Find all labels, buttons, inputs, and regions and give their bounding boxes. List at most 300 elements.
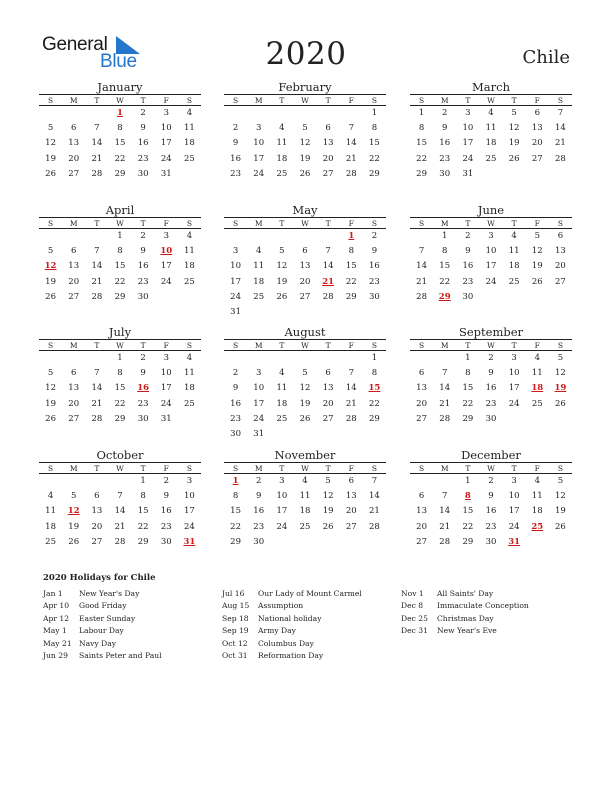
day-cell: 22 — [369, 153, 380, 164]
day-cell: 25 — [184, 153, 195, 164]
weekday-label: W — [116, 96, 124, 105]
day-cell: 9 — [140, 368, 146, 379]
day-cell: 9 — [140, 123, 146, 134]
day-cell: 14 — [369, 491, 380, 502]
day-cell: 26 — [555, 521, 566, 532]
holiday-date: May 21 — [43, 638, 72, 648]
day-cell: 20 — [322, 153, 334, 164]
weekday-label: M — [254, 219, 263, 228]
day-cell: 23 — [462, 276, 474, 287]
weekday-label: W — [301, 219, 309, 228]
day-cell: 26 — [68, 536, 80, 547]
empty-day-cell — [503, 167, 526, 182]
holiday-day-cell: 15 — [368, 383, 381, 394]
day-cell: 22 — [230, 521, 241, 532]
day-cell: 13 — [299, 261, 311, 272]
weekday-label: F — [534, 96, 540, 105]
weekday-label: S — [233, 341, 239, 350]
day-cell: 13 — [416, 383, 427, 394]
week-row — [224, 504, 386, 519]
holiday-entry — [43, 650, 162, 662]
day-cell: 25 — [45, 536, 56, 547]
day-cell: 23 — [485, 521, 497, 532]
day-cell: 29 — [416, 168, 427, 179]
day-cell: 28 — [91, 168, 103, 179]
week-row — [224, 427, 386, 442]
weekday-label: S — [371, 464, 377, 473]
day-cell: 13 — [531, 123, 543, 134]
day-cell: 28 — [345, 413, 357, 424]
day-cell: 19 — [555, 506, 566, 517]
holiday-date: Sep 18 — [222, 613, 249, 623]
week-row — [410, 121, 572, 136]
day-cell: 26 — [45, 413, 56, 424]
week-row — [224, 474, 386, 489]
week-row — [224, 535, 386, 550]
weekday-header — [39, 462, 201, 474]
day-cell: 3 — [256, 123, 262, 134]
day-cell: 2 — [371, 231, 378, 241]
week-row — [410, 504, 572, 519]
day-cell: 22 — [137, 521, 149, 532]
day-cell: 24 — [276, 521, 288, 532]
empty-day-cell — [224, 229, 247, 244]
day-cell: 7 — [418, 246, 425, 257]
day-cell: 26 — [299, 168, 311, 179]
day-cell: 13 — [416, 506, 427, 517]
day-cell: 23 — [253, 521, 265, 532]
week-row — [39, 152, 201, 167]
weekday-label: F — [534, 464, 540, 473]
weekday-label: M — [440, 464, 449, 473]
holiday-date: Jan 1 — [43, 589, 63, 598]
day-cell: 20 — [322, 398, 334, 409]
day-cell: 11 — [45, 506, 56, 517]
day-cell: 29 — [369, 413, 380, 424]
day-cell: 8 — [117, 368, 123, 379]
weekday-label: F — [348, 219, 354, 228]
weekday-label: W — [116, 341, 124, 350]
day-cell: 5 — [302, 123, 308, 134]
week-row — [224, 167, 386, 182]
day-cell: 28 — [91, 413, 103, 424]
week-row — [39, 244, 201, 259]
day-cell: 14 — [322, 261, 334, 272]
week-row — [39, 290, 201, 305]
day-cell: 29 — [137, 536, 149, 547]
empty-day-cell — [39, 474, 62, 489]
day-cell: 6 — [418, 368, 425, 379]
day-cell: 28 — [555, 153, 566, 164]
day-cell: 19 — [68, 521, 80, 532]
weekday-label: T — [325, 341, 331, 350]
empty-day-cell — [363, 535, 386, 550]
empty-day-cell — [293, 305, 316, 320]
week-row — [410, 167, 572, 182]
day-cell: 26 — [45, 168, 56, 179]
day-cell: 12 — [555, 368, 566, 379]
day-cell: 9 — [232, 138, 239, 149]
day-cell: 18 — [508, 261, 520, 272]
holiday-date: Oct 31 — [222, 650, 248, 660]
day-cell: 31 — [160, 168, 172, 179]
week-row — [410, 412, 572, 427]
day-cell: 19 — [299, 153, 311, 164]
weekday-label: W — [487, 96, 495, 105]
day-cell: 22 — [345, 276, 357, 287]
month-title: March — [472, 80, 510, 94]
day-cell: 26 — [45, 291, 56, 302]
day-cell: 10 — [508, 491, 520, 502]
day-cell: 2 — [442, 108, 448, 118]
day-cell: 18 — [485, 138, 497, 149]
day-cell: 14 — [416, 261, 427, 272]
day-cell: 22 — [114, 398, 126, 409]
day-cell: 11 — [531, 368, 543, 379]
day-cell: 11 — [508, 246, 520, 257]
month-title: January — [97, 80, 143, 94]
empty-day-cell — [62, 351, 85, 366]
weekday-header — [39, 339, 201, 351]
day-cell: 20 — [68, 398, 80, 409]
weekday-label: S — [48, 341, 54, 350]
day-cell: 7 — [94, 123, 100, 134]
day-cell: 11 — [276, 138, 288, 149]
empty-day-cell — [62, 106, 85, 121]
week-row — [224, 520, 386, 535]
week-row — [39, 106, 201, 121]
empty-day-cell — [410, 351, 433, 366]
day-cell: 1 — [371, 353, 378, 363]
day-cell: 11 — [531, 491, 543, 502]
day-cell: 18 — [276, 398, 288, 409]
week-row — [224, 305, 386, 320]
weekday-label: F — [534, 341, 540, 350]
holiday-entry — [401, 600, 529, 612]
week-row — [224, 229, 386, 244]
day-cell: 14 — [345, 383, 357, 394]
day-cell: 9 — [488, 368, 494, 379]
holiday-name: All Saints' Day — [437, 589, 494, 598]
month-december — [410, 448, 572, 550]
day-cell: 30 — [160, 536, 172, 547]
day-cell: 25 — [253, 291, 265, 302]
day-cell: 9 — [256, 491, 262, 502]
day-cell: 14 — [91, 261, 103, 272]
holiday-name: Immaculate Conception — [437, 601, 529, 611]
day-cell: 13 — [91, 506, 103, 517]
empty-day-cell — [224, 106, 247, 121]
holiday-date: Dec 25 — [401, 613, 428, 623]
weekday-label: T — [140, 464, 146, 473]
day-cell: 16 — [160, 506, 172, 517]
day-cell: 14 — [114, 506, 126, 517]
day-cell: 29 — [114, 413, 126, 424]
day-cell: 10 — [253, 138, 265, 149]
day-cell: 1 — [418, 108, 425, 118]
day-cell: 26 — [276, 291, 288, 302]
day-cell: 6 — [557, 231, 564, 241]
holiday-date: Oct 12 — [222, 638, 248, 648]
day-cell: 5 — [47, 368, 54, 379]
weekday-label: M — [254, 96, 263, 105]
empty-day-cell — [293, 106, 316, 121]
holiday-name: Saints Peter and Paul — [79, 650, 162, 660]
weekday-label: T — [279, 219, 285, 228]
holiday-entry — [43, 600, 162, 612]
empty-day-cell — [178, 167, 201, 182]
day-cell: 30 — [462, 291, 474, 302]
week-row — [39, 489, 201, 504]
empty-day-cell — [247, 229, 270, 244]
empty-day-cell — [433, 474, 456, 489]
weekday-label: F — [348, 464, 354, 473]
day-cell: 27 — [531, 153, 543, 164]
day-cell: 29 — [114, 291, 126, 302]
weekday-header — [39, 94, 201, 106]
day-cell: 16 — [485, 506, 497, 517]
month-title: October — [96, 448, 144, 462]
day-cell: 3 — [163, 108, 169, 118]
holiday-date: May 1 — [43, 626, 67, 636]
weekday-label: T — [140, 219, 146, 228]
holiday-date: Nov 1 — [401, 589, 424, 598]
week-row — [410, 229, 572, 244]
holiday-day-cell: 1 — [348, 231, 355, 241]
empty-day-cell — [317, 427, 340, 442]
day-cell: 28 — [439, 536, 451, 547]
day-cell: 6 — [325, 368, 331, 379]
week-row — [39, 136, 201, 151]
empty-day-cell — [85, 351, 108, 366]
empty-day-cell — [479, 167, 502, 182]
day-cell: 19 — [45, 153, 56, 164]
day-cell: 15 — [462, 506, 474, 517]
day-cell: 17 — [462, 138, 474, 149]
day-cell: 21 — [439, 521, 451, 532]
holiday-day-cell: 12 — [44, 261, 57, 272]
week-row — [410, 259, 572, 274]
week-row — [410, 474, 572, 489]
day-cell: 3 — [488, 231, 494, 241]
day-cell: 20 — [345, 506, 357, 517]
holiday-entry — [401, 588, 529, 600]
weekday-header — [39, 217, 201, 229]
weekday-label: T — [511, 96, 517, 105]
holiday-name: Labour Day — [79, 626, 124, 636]
month-february — [224, 80, 386, 182]
day-cell: 18 — [253, 276, 265, 287]
day-cell: 29 — [230, 536, 241, 547]
month-september — [410, 325, 572, 427]
day-cell: 6 — [71, 368, 77, 379]
day-cell: 16 — [462, 261, 474, 272]
month-title: July — [108, 325, 132, 339]
day-cell: 7 — [442, 491, 448, 502]
holiday-name: New Year's Day — [79, 589, 140, 598]
holiday-day-cell: 10 — [160, 246, 173, 257]
empty-day-cell — [247, 106, 270, 121]
day-cell: 5 — [47, 123, 54, 134]
empty-day-cell — [270, 427, 293, 442]
empty-day-cell — [317, 351, 340, 366]
empty-day-cell — [62, 229, 85, 244]
week-row — [410, 244, 572, 259]
day-cell: 28 — [369, 521, 380, 532]
weekday-label: T — [279, 341, 285, 350]
holiday-name: Christmas Day — [437, 613, 494, 623]
week-row — [224, 489, 386, 504]
day-cell: 7 — [371, 476, 378, 486]
weekday-label: T — [140, 96, 146, 105]
day-cell: 21 — [114, 521, 126, 532]
month-title: May — [292, 203, 318, 217]
day-cell: 26 — [508, 153, 520, 164]
day-cell: 28 — [345, 168, 357, 179]
weekday-header — [410, 217, 572, 229]
week-row — [410, 290, 572, 305]
week-row — [224, 366, 386, 381]
day-cell: 23 — [369, 276, 380, 287]
day-cell: 2 — [488, 353, 494, 363]
day-cell: 20 — [416, 521, 427, 532]
day-cell: 26 — [322, 521, 334, 532]
week-row — [224, 106, 386, 121]
day-cell: 1 — [140, 476, 146, 486]
day-cell: 12 — [508, 123, 520, 134]
logo-text-general: General — [42, 34, 108, 55]
weekday-label: S — [233, 464, 239, 473]
empty-day-cell — [270, 535, 293, 550]
day-cell: 2 — [232, 123, 239, 134]
empty-day-cell — [340, 535, 363, 550]
holiday-name: Our Lady of Mount Carmel — [258, 589, 362, 598]
week-row — [39, 275, 201, 290]
empty-day-cell — [549, 290, 572, 305]
day-cell: 30 — [137, 291, 149, 302]
week-row — [224, 152, 386, 167]
day-cell: 11 — [184, 368, 195, 379]
weekday-label: T — [94, 219, 100, 228]
weekday-label: M — [254, 341, 263, 350]
weekday-label: S — [557, 96, 563, 105]
month-title: April — [105, 203, 135, 217]
empty-day-cell — [270, 305, 293, 320]
day-cell: 4 — [511, 231, 517, 241]
empty-day-cell — [317, 305, 340, 320]
holiday-day-cell: 21 — [322, 276, 335, 287]
weekday-label: T — [465, 219, 471, 228]
weekday-label: T — [465, 464, 471, 473]
weekday-label: S — [186, 464, 192, 473]
day-cell: 24 — [184, 521, 195, 532]
weekday-header — [410, 94, 572, 106]
day-cell: 5 — [47, 246, 54, 257]
day-cell: 3 — [186, 476, 193, 486]
day-cell: 5 — [557, 476, 564, 486]
week-row — [39, 229, 201, 244]
day-cell: 6 — [348, 476, 354, 486]
empty-day-cell — [340, 427, 363, 442]
day-cell: 3 — [256, 368, 262, 379]
weekday-label: S — [419, 96, 425, 105]
weekday-label: S — [48, 464, 54, 473]
empty-day-cell — [317, 106, 340, 121]
holiday-date: Aug 15 — [222, 601, 250, 611]
day-cell: 31 — [253, 428, 265, 439]
day-cell: 30 — [485, 413, 497, 424]
week-row — [410, 351, 572, 366]
day-cell: 29 — [345, 291, 357, 302]
week-row — [410, 535, 572, 550]
day-cell: 25 — [276, 168, 288, 179]
day-cell: 15 — [345, 261, 357, 272]
day-cell: 6 — [94, 491, 100, 502]
day-cell: 10 — [508, 368, 520, 379]
day-cell: 4 — [279, 368, 285, 379]
day-cell: 2 — [256, 476, 262, 486]
weekday-label: W — [487, 464, 495, 473]
day-cell: 17 — [160, 138, 172, 149]
month-november — [224, 448, 386, 550]
day-cell: 8 — [371, 123, 378, 134]
day-cell: 8 — [418, 123, 425, 134]
day-cell: 25 — [299, 521, 311, 532]
week-row — [224, 259, 386, 274]
day-cell: 19 — [531, 261, 543, 272]
day-cell: 15 — [114, 383, 126, 394]
day-cell: 29 — [462, 413, 474, 424]
day-cell: 11 — [184, 123, 195, 134]
day-cell: 11 — [184, 246, 195, 257]
day-cell: 13 — [68, 261, 80, 272]
day-cell: 24 — [485, 276, 497, 287]
day-cell: 7 — [94, 246, 100, 257]
holiday-entry — [222, 638, 362, 650]
month-title: February — [278, 80, 332, 94]
empty-day-cell — [270, 351, 293, 366]
empty-day-cell — [247, 351, 270, 366]
day-cell: 30 — [439, 168, 451, 179]
month-title: December — [461, 448, 521, 462]
day-cell: 12 — [322, 491, 334, 502]
day-cell: 6 — [325, 123, 331, 134]
holiday-entry — [222, 625, 362, 637]
holiday-entry — [222, 600, 362, 612]
day-cell: 27 — [345, 521, 357, 532]
empty-day-cell — [85, 474, 108, 489]
day-cell: 18 — [184, 383, 195, 394]
day-cell: 24 — [160, 153, 172, 164]
day-cell: 2 — [465, 231, 471, 241]
weekday-label: T — [279, 96, 285, 105]
weekday-label: T — [511, 341, 517, 350]
day-cell: 30 — [253, 536, 265, 547]
day-cell: 1 — [442, 231, 448, 241]
weekday-label: S — [186, 341, 192, 350]
day-cell: 9 — [442, 123, 448, 134]
weekday-label: T — [94, 341, 100, 350]
day-cell: 26 — [299, 413, 311, 424]
empty-day-cell — [410, 474, 433, 489]
day-cell: 13 — [555, 246, 566, 257]
weekday-label: W — [487, 341, 495, 350]
day-cell: 26 — [555, 398, 566, 409]
weekday-label: F — [534, 219, 540, 228]
day-cell: 6 — [534, 108, 540, 118]
day-cell: 16 — [369, 261, 380, 272]
week-row — [39, 381, 201, 396]
